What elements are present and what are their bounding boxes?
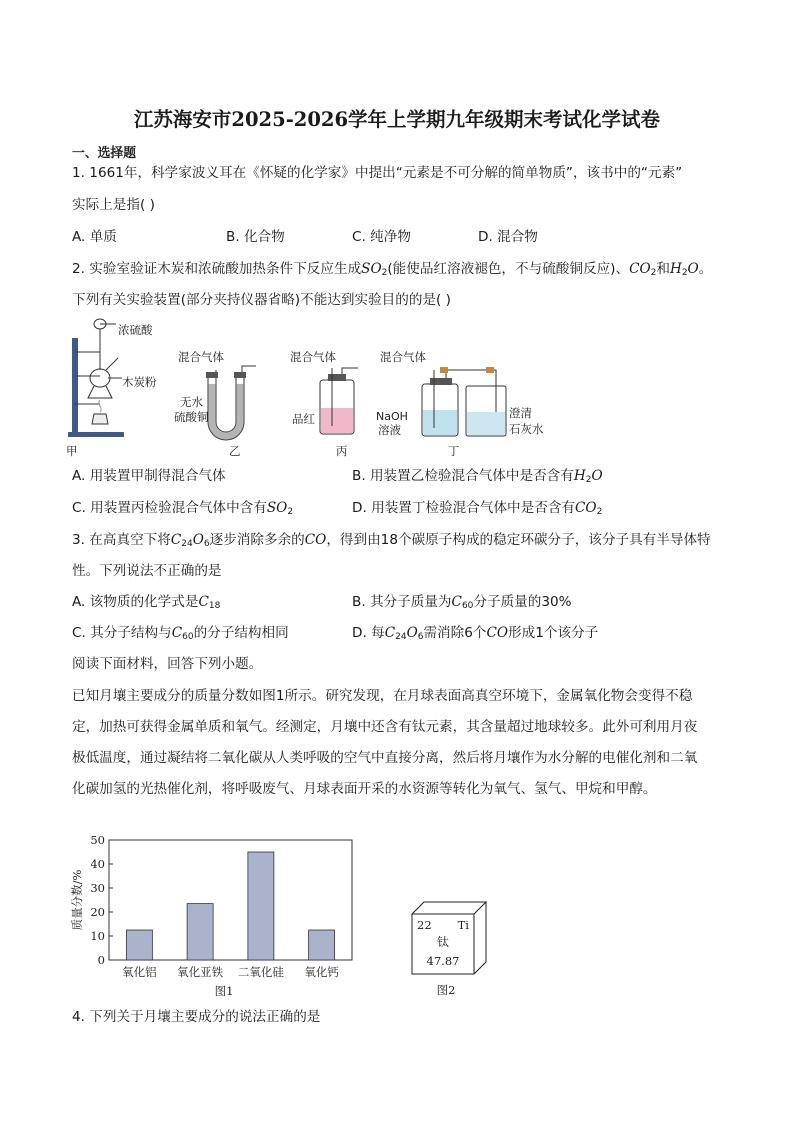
- label-pinhong: 品红: [292, 412, 315, 426]
- q3-option-d: D. 每$C_{24}O_6$需消除6个CO形成1个该分子: [352, 625, 599, 642]
- y-tick-label: 10: [90, 929, 105, 943]
- element-cube: [408, 898, 492, 998]
- label-hunhe-yi: 混合气体: [178, 350, 224, 364]
- label-mutanfen: 木炭粉: [122, 375, 157, 389]
- bar: [248, 852, 274, 960]
- q2-line2: 下列有关实验装置(部分夹持仪器省略)不能达到实验目的的是( ): [72, 292, 451, 308]
- q1-option-b: B. 化合物: [226, 229, 285, 245]
- y-tick-label: 30: [90, 881, 105, 895]
- q1-line2: 实际上是指( ): [72, 197, 155, 213]
- q3-line2: 性。下列说法不正确的是: [72, 563, 222, 579]
- y-tick-label: 20: [90, 905, 105, 919]
- q2-line1: 2. 实验室验证木炭和浓硫酸加热条件下反应生成$SO_2$(能使品红溶液褪色，不与硫酸铜反应)、$CO_2$和$H_2O$。: [72, 261, 713, 278]
- x-tick-label: 氧化钙: [304, 965, 339, 979]
- apparatus-jia: [66, 319, 157, 458]
- label-hunhe-ding: 混合气体: [380, 350, 426, 364]
- q3-line1: 3. 在高真空下将$C_{24}O_6$逐步消除多余的CO，得到由18个碳原子构成的稳定环碳分子，该分子具有半导体特: [72, 532, 711, 549]
- q1-option-a: A. 单质: [72, 229, 117, 245]
- q1-option-c: C. 纯净物: [352, 229, 411, 245]
- y-tick-label: 40: [90, 857, 105, 871]
- section-heading: 一、选择题: [72, 146, 136, 161]
- bar: [126, 930, 152, 960]
- q4-line1: 4. 下列关于月壤主要成分的说法正确的是: [72, 1009, 321, 1025]
- q2-option-c: C. 用装置丙检验混合气体中含有$SO_2$: [72, 500, 294, 517]
- q1-option-d: D. 混合物: [478, 229, 538, 245]
- q3-option-b: B. 其分子质量为$C_{60}$分子质量的30%: [352, 594, 572, 611]
- material-line-4: 化碳加氢的光热催化剂，将呼吸废气、月球表面开采的水资源等转化为氧气、氢气、甲烷和甲醇。: [72, 781, 657, 797]
- q2-option-a: A. 用装置甲制得混合气体: [72, 468, 226, 484]
- material-line-1: 已知月壤主要成分的质量分数如图1所示。研究发现，在月球表面高真空环境下，金属氧化物会变得不稳: [72, 688, 693, 704]
- reading-instruction: 阅读下面材料，回答下列小题。: [72, 656, 263, 672]
- q3-option-c: C. 其分子结构与$C_{60}$的分子结构相同: [72, 625, 289, 642]
- material-line-3: 极低温度，通过凝结将二氧化碳从人类呼吸的空气中直接分离，然后将月壤作为水分解的电催化剂和二氧: [72, 750, 698, 766]
- bar-chart: [64, 832, 364, 1002]
- label-ding: 丁: [448, 444, 460, 458]
- apparatus-yi: [174, 350, 256, 458]
- apparatus-ding: [376, 350, 544, 458]
- label-shihuishui: 石灰水: [509, 422, 544, 436]
- x-tick-label: 氧化亚铁: [177, 965, 224, 979]
- q3-option-a: A. 该物质的化学式是$C_{18}$: [72, 594, 221, 611]
- y-tick-label: 0: [97, 953, 105, 967]
- q1-line1: 1. 1661年，科学家波义耳在《怀疑的化学家》中提出“元素是不可分解的简单物质”，该书中的“元素”: [72, 165, 683, 181]
- y-axis-label: 质量分数/%: [70, 869, 84, 931]
- material-line-2: 定，加热可获得金属单质和氧气。经测定，月壤中还含有钛元素，其含量超过地球较多。此外可利用月夜: [72, 719, 698, 735]
- apparatus-bing: [290, 350, 358, 458]
- apparatus-figure: [66, 314, 546, 460]
- chart-caption: 图1: [214, 984, 234, 998]
- label-chengqing: 澄清: [509, 406, 532, 420]
- label-yi: 乙: [229, 444, 241, 458]
- atomic-mass: 47.87: [426, 954, 460, 968]
- label-bing: 丙: [336, 444, 348, 458]
- label-wushui: 无水: [180, 395, 203, 409]
- label-hunhe-bing: 混合气体: [290, 350, 336, 364]
- atomic-number: 22: [417, 918, 432, 932]
- element-name: 钛: [436, 935, 450, 949]
- x-tick-label: 氧化铝: [122, 965, 157, 979]
- x-tick-label: 二氧化硅: [237, 965, 284, 979]
- label-liusuantong: 硫酸铜: [174, 410, 209, 424]
- label-jia: 甲: [66, 444, 78, 458]
- bar: [187, 904, 213, 960]
- y-tick-label: 50: [90, 833, 105, 847]
- label-nongliusuan: 浓硫酸: [118, 323, 153, 337]
- element-caption: 图2: [436, 983, 456, 997]
- label-rongye: 溶液: [378, 423, 401, 437]
- bar: [309, 930, 335, 960]
- page-title: 江苏海安市2025-2026学年上学期九年级期末考试化学试卷: [133, 108, 661, 131]
- q2-option-d: D. 用装置丁检验混合气体中是否含有$CO_2$: [352, 500, 603, 517]
- element-symbol: Ti: [457, 918, 469, 932]
- q2-option-b: B. 用装置乙检验混合气体中是否含有$H_2O$: [352, 468, 603, 485]
- label-naoh: NaOH: [376, 410, 408, 423]
